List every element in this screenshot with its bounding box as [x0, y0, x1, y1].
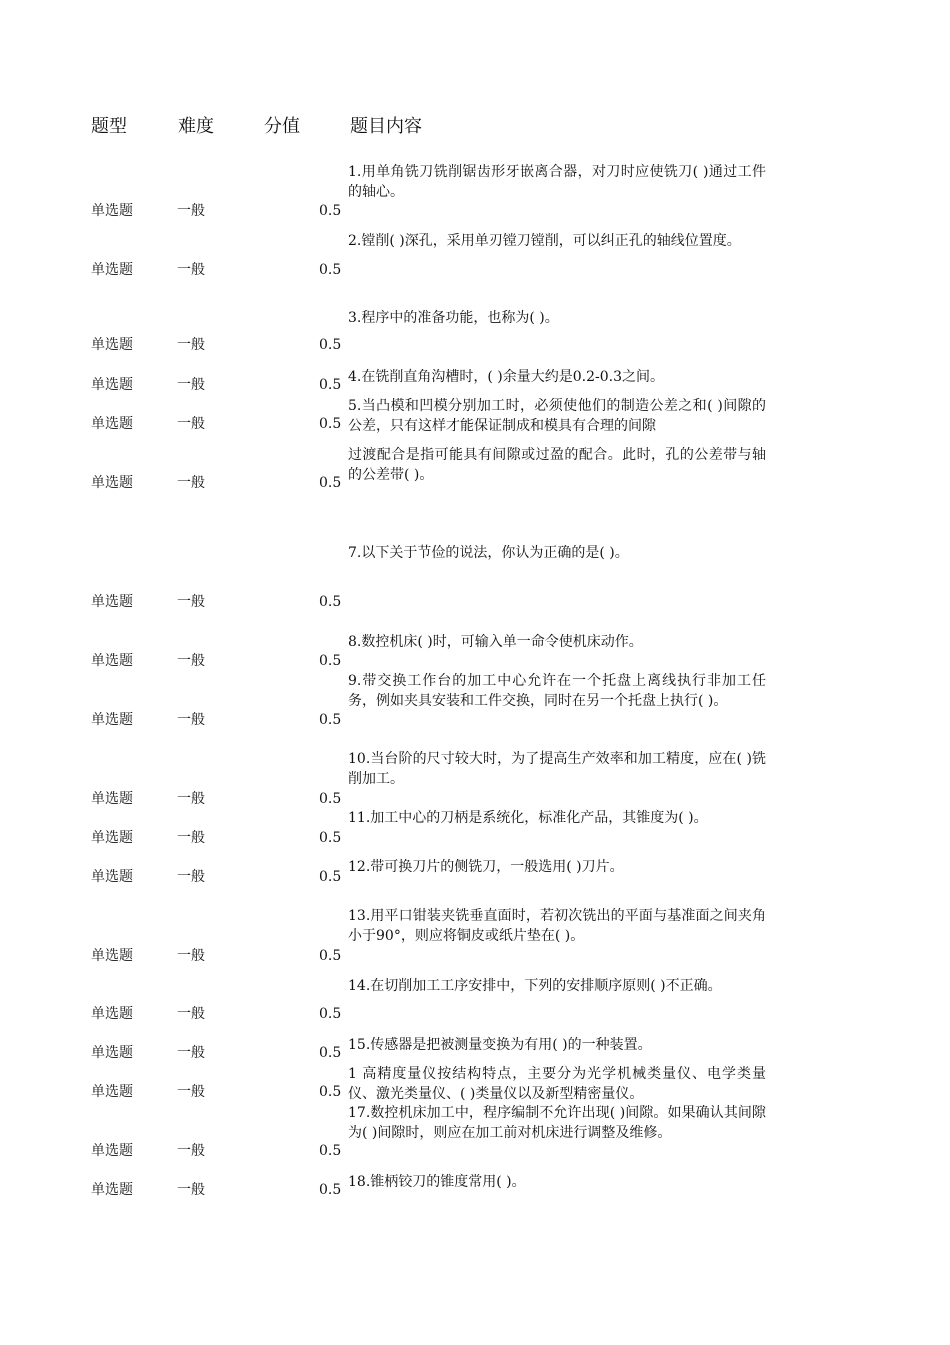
question-content: 18.锥柄铰刀的锥度常用( )。	[348, 1174, 526, 1190]
question-difficulty: 一般	[177, 377, 205, 393]
question-content: 3.程序中的准备功能，也称为( )。	[348, 310, 559, 326]
question-score: 0.5	[319, 948, 342, 964]
question-content: 17.数控机床加工中，程序编制不允许出现( )间隙。如果确认其间隙为( )间隙时，则应在加工前对机床进行调整及维修。	[348, 1105, 766, 1141]
question-content: 9.带交换工作台的加工中心允许在一个托盘上离线执行非加工任务，例如夹具安装和工件交换，同时在另一个托盘上执行( )。	[348, 673, 766, 709]
question-score: 0.5	[319, 416, 342, 432]
question-score: 0.5	[319, 337, 342, 353]
header-score: 分值	[264, 116, 300, 137]
question-content: 14.在切削加工工序安排中，下列的安排顺序原则( )不正确。	[348, 978, 722, 994]
question-score: 0.5	[319, 262, 342, 278]
question-score: 0.5	[319, 1006, 342, 1022]
question-content: 12.带可换刀片的侧铣刀，一般选用( )刀片。	[348, 859, 624, 875]
question-type: 单选题	[91, 262, 133, 278]
question-content: 4.在铣削直角沟槽时，( )余量大约是0.2-0.3之间。	[348, 369, 664, 385]
header-type: 题型	[91, 116, 127, 137]
question-difficulty: 一般	[177, 262, 205, 278]
question-difficulty: 一般	[177, 203, 205, 219]
question-difficulty: 一般	[177, 869, 205, 885]
question-difficulty: 一般	[177, 1045, 205, 1061]
question-difficulty: 一般	[177, 712, 205, 728]
question-score: 0.5	[319, 869, 342, 885]
question-type: 单选题	[91, 1045, 133, 1061]
question-difficulty: 一般	[177, 830, 205, 846]
question-difficulty: 一般	[177, 475, 205, 491]
question-score: 0.5	[319, 203, 342, 219]
question-type: 单选题	[91, 1006, 133, 1022]
question-score: 0.5	[319, 1182, 342, 1198]
question-score: 0.5	[319, 594, 342, 610]
header-content: 题目内容	[350, 116, 422, 137]
question-score: 0.5	[319, 475, 342, 491]
question-content: 2.镗削( )深孔，采用单刃镗刀镗削，可以纠正孔的轴线位置度。	[348, 233, 741, 249]
question-difficulty: 一般	[177, 948, 205, 964]
question-difficulty: 一般	[177, 337, 205, 353]
question-score: 0.5	[319, 1084, 342, 1100]
question-type: 单选题	[91, 830, 133, 846]
question-type: 单选题	[91, 791, 133, 807]
question-type: 单选题	[91, 475, 133, 491]
question-type: 单选题	[91, 1182, 133, 1198]
question-type: 单选题	[91, 948, 133, 964]
question-type: 单选题	[91, 712, 133, 728]
question-content: 过渡配合是指可能具有间隙或过盈的配合。此时，孔的公差带与轴的公差带( )。	[348, 447, 766, 483]
question-type: 单选题	[91, 377, 133, 393]
question-content: 15.传感器是把被测量变换为有用( )的一种装置。	[348, 1037, 652, 1053]
question-content: 8.数控机床( )时，可输入单一命令使机床动作。	[348, 634, 643, 650]
question-type: 单选题	[91, 1084, 133, 1100]
question-type: 单选题	[91, 337, 133, 353]
question-content: 1 高精度量仪按结构特点，主要分为光学机械类量仪、电学类量仪、激光类量仪、( )类量仪以及新型精密量仪。	[348, 1066, 766, 1102]
question-content: 11.加工中心的刀柄是系统化，标准化产品，其锥度为( )。	[348, 810, 708, 826]
question-content: 13.用平口钳装夹铣垂直面时，若初次铣出的平面与基准面之间夹角小于90°，则应将铜皮或纸片垫在( )。	[348, 908, 766, 944]
question-difficulty: 一般	[177, 1084, 205, 1100]
question-difficulty: 一般	[177, 594, 205, 610]
question-content: 5.当凸模和凹模分别加工时，必须使他们的制造公差之和( )间隙的公差，只有这样才能保证制成和模具有合理的间隙	[348, 398, 766, 434]
header-difficulty: 难度	[178, 116, 214, 137]
question-score: 0.5	[319, 653, 342, 669]
question-type: 单选题	[91, 653, 133, 669]
question-content: 10.当台阶的尺寸较大时，为了提高生产效率和加工精度，应在( )铣削加工。	[348, 751, 766, 787]
question-type: 单选题	[91, 1143, 133, 1159]
question-type: 单选题	[91, 594, 133, 610]
question-difficulty: 一般	[177, 791, 205, 807]
question-content: 1.用单角铣刀铣削锯齿形牙嵌离合器，对刀时应使铣刀( )通过工件的轴心。	[348, 164, 766, 200]
question-difficulty: 一般	[177, 1182, 205, 1198]
question-type: 单选题	[91, 203, 133, 219]
question-difficulty: 一般	[177, 653, 205, 669]
question-score: 0.5	[319, 791, 342, 807]
question-difficulty: 一般	[177, 416, 205, 432]
question-score: 0.5	[319, 830, 342, 846]
question-type: 单选题	[91, 416, 133, 432]
question-score: 0.5	[319, 377, 342, 393]
question-difficulty: 一般	[177, 1143, 205, 1159]
question-score: 0.5	[319, 1045, 342, 1061]
question-difficulty: 一般	[177, 1006, 205, 1022]
question-type: 单选题	[91, 869, 133, 885]
question-content: 7.以下关于节俭的说法，你认为正确的是( )。	[348, 545, 629, 561]
question-score: 0.5	[319, 712, 342, 728]
question-score: 0.5	[319, 1143, 342, 1159]
